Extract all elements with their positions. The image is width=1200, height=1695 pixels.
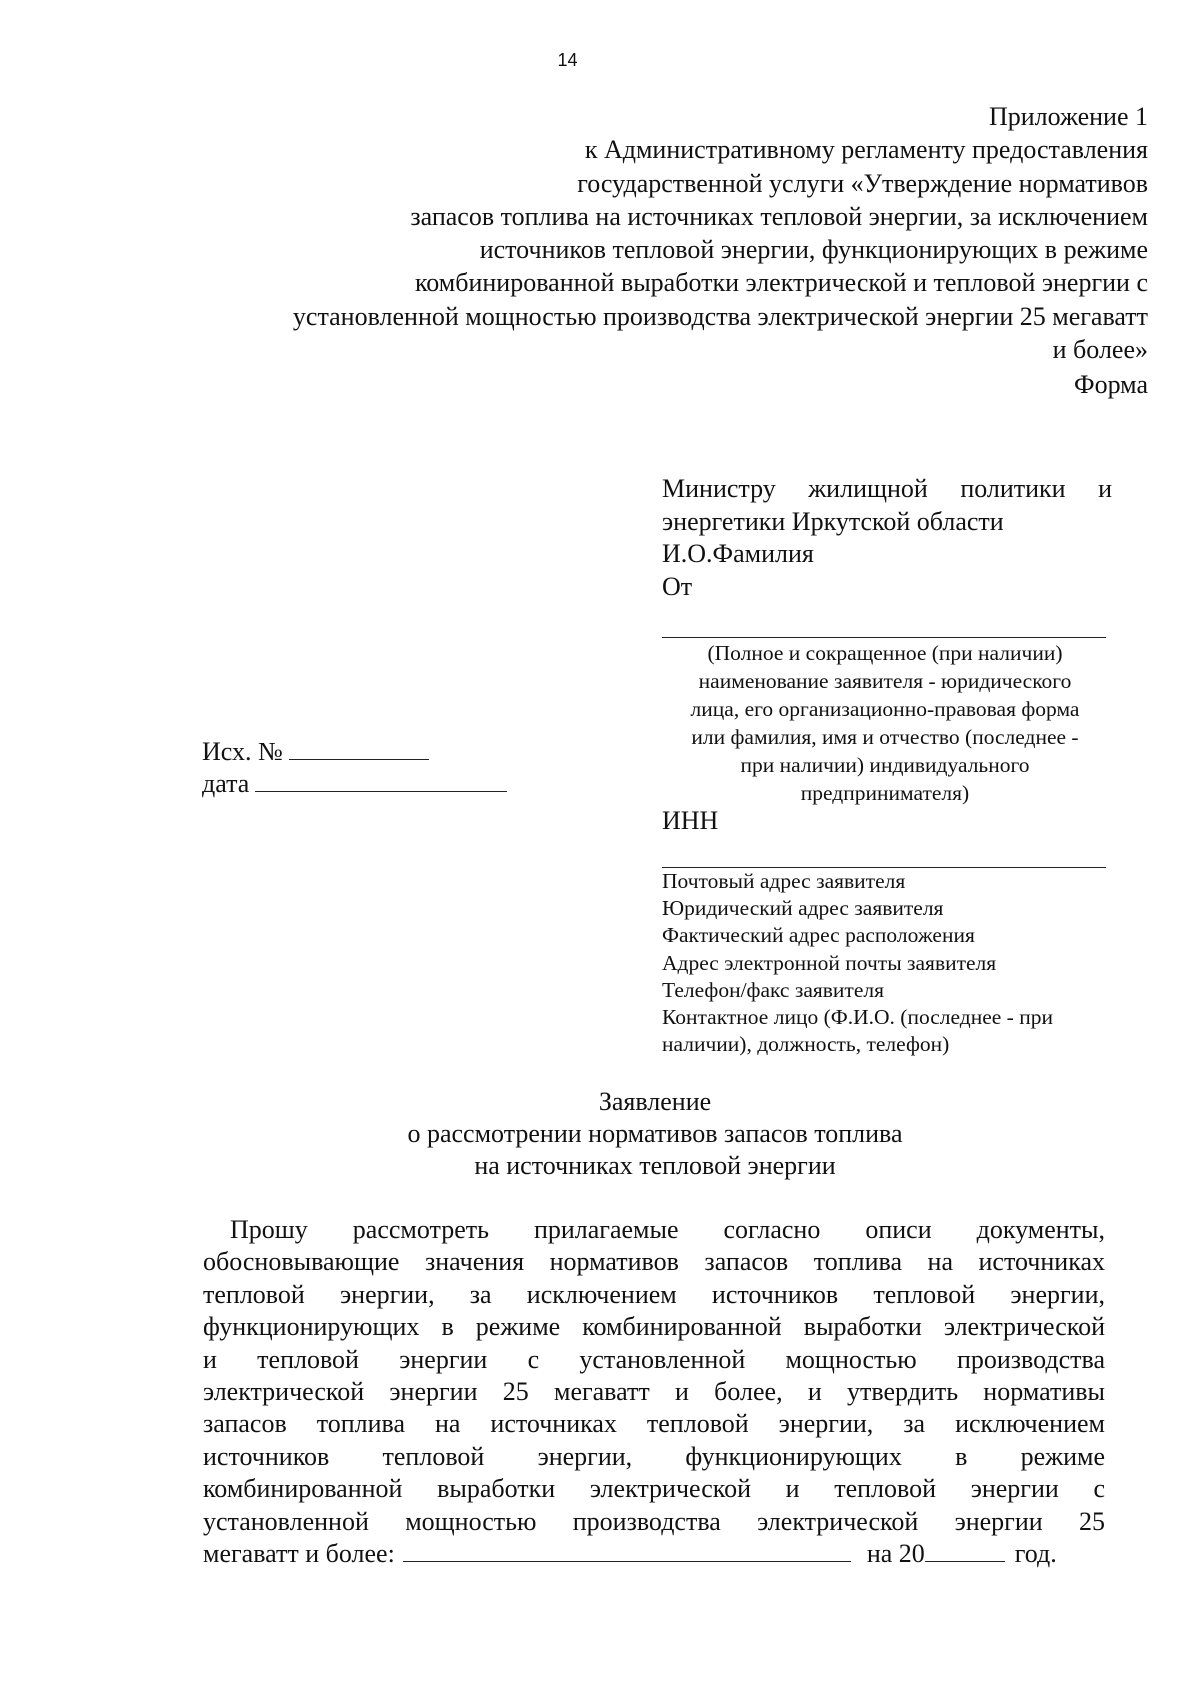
- ref-date-label: дата: [202, 769, 250, 798]
- year-suffix: год.: [1014, 1539, 1057, 1569]
- body-line: установленной мощностью производства электрической энергии 25: [203, 1506, 1105, 1536]
- note-line: лица, его организационно-правовая форма: [690, 697, 1080, 721]
- title-line: Заявление: [598, 1087, 712, 1116]
- addressee-name: И.О.Фамилия: [662, 539, 814, 568]
- body-last-prefix: мегаватт и более:: [203, 1539, 395, 1569]
- body-line: запасов топлива на источниках тепловой энергии, за исключением: [203, 1409, 1105, 1439]
- title-line: о рассмотрении нормативов запасов топлива: [407, 1119, 903, 1148]
- contacts-list: [662, 868, 1122, 1058]
- appendix-line: и более»: [1052, 335, 1148, 365]
- applicant-name-line: [662, 637, 1106, 638]
- year-prefix: на 20: [866, 1539, 925, 1569]
- body-line: и тепловой энергии с установленной мощностью производства: [203, 1344, 1105, 1374]
- title-line: на источниках тепловой энергии: [474, 1151, 836, 1180]
- body-line: электрической энергии 25 мегаватт и более, и утвердить нормативы: [203, 1377, 1105, 1407]
- ref-number-label: Исх. №: [202, 737, 283, 766]
- applicant-note: [655, 639, 1115, 807]
- appendix-line: к Административному регламенту предоставления: [584, 135, 1148, 165]
- ref-number-field[interactable]: [289, 739, 429, 760]
- note-line: при наличии) индивидуального: [740, 753, 1030, 777]
- appendix-line: источников тепловой энергии, функционирующих в режиме: [479, 235, 1148, 265]
- body-line: функционирующих в режиме комбинированной выработки электрической: [203, 1312, 1105, 1342]
- note-line: (Полное и сокращенное (при наличии): [707, 641, 1063, 665]
- contact-line: Юридический адрес заявителя: [662, 896, 944, 921]
- appendix-line: комбинированной выработки электрической и тепловой энергии с: [414, 268, 1148, 298]
- body-line: обосновывающие значения нормативов запасов топлива на источниках: [203, 1247, 1105, 1277]
- addressee-line: энергетики Иркутской области: [662, 506, 1004, 536]
- appendix-header: [148, 100, 1148, 366]
- note-line: или фамилия, имя и отчество (последнее -: [691, 725, 1079, 749]
- fuel-source-field[interactable]: [403, 1539, 851, 1562]
- ref-number-row: [202, 736, 507, 768]
- page-number: 14: [557, 50, 578, 70]
- addressee-word: жилищной: [808, 474, 928, 503]
- body-last-line: [203, 1538, 1105, 1570]
- document-title: [0, 1086, 1200, 1182]
- addressee-word: и: [1098, 474, 1112, 503]
- contact-line: наличии), должность, телефон): [662, 1032, 950, 1057]
- addressee-block: [662, 473, 1112, 603]
- contact-line: Почтовый адрес заявителя: [662, 869, 906, 893]
- from-label: От: [662, 571, 693, 601]
- contact-line: Фактический адрес расположения: [662, 923, 975, 948]
- request-body: [203, 1214, 1105, 1570]
- note-line: наименование заявителя - юридического: [698, 669, 1072, 693]
- note-line: предпринимателя): [800, 781, 970, 805]
- addressee-word: политики: [960, 474, 1066, 503]
- year-field[interactable]: [925, 1539, 1005, 1562]
- contact-line: Адрес электронной почты заявителя: [662, 950, 997, 975]
- form-label: Форма: [1074, 370, 1148, 399]
- body-line: комбинированной выработки электрической и тепловой энергии с: [203, 1474, 1105, 1504]
- contact-line: Телефон/факс заявителя: [662, 977, 884, 1002]
- inn-label: ИНН: [662, 806, 719, 835]
- contact-line: Контактное лицо (Ф.И.О. (последнее - при: [662, 1005, 1053, 1030]
- body-line: тепловой энергии, за исключением источников тепловой энергии,: [203, 1279, 1105, 1309]
- appendix-line: запасов топлива на источниках тепловой энергии, за исключением: [410, 201, 1148, 231]
- body-line: источников тепловой энергии, функционирующих в режиме: [203, 1441, 1105, 1471]
- ref-date-row: [202, 768, 507, 800]
- outgoing-reference: [202, 736, 507, 800]
- ref-date-field[interactable]: [255, 771, 507, 792]
- body-line: Прошу рассмотреть прилагаемые согласно описи документы,: [230, 1215, 1105, 1244]
- appendix-line: Приложение 1: [988, 102, 1148, 131]
- appendix-line: установленной мощностью производства электрической энергии 25 мегаватт: [292, 301, 1148, 331]
- appendix-line: государственной услуги «Утверждение нормативов: [577, 168, 1148, 198]
- addressee-word: Министру: [662, 474, 776, 503]
- addressee-line: [662, 473, 1112, 506]
